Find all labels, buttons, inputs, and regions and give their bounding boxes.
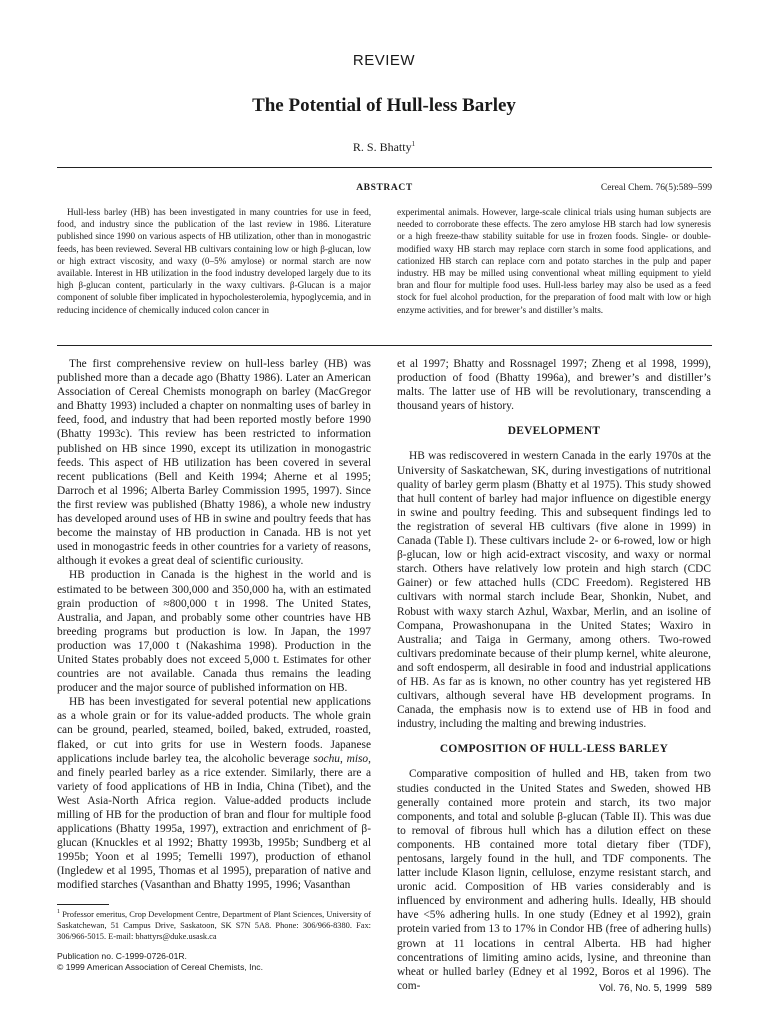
section-heading-composition: COMPOSITION OF HULL-LESS BARLEY	[439, 743, 669, 756]
abstract-label: ABSTRACT	[356, 183, 413, 193]
footnote-rule	[57, 904, 109, 905]
body-paragraph: Comparative composition of hulled and HB, taken from two studies conducted in the United States and Sweden, showed HB generally contained more protein and starch, its two major components, and total and soluble β-glucan (Table II). This was due to removal of fibrous hull which has a dilution effect on these components. HB contained more total dietary fiber (TDF), pentosans, largely found in the hull, and TDF components. The latter include Klason lignin, cellulose, enzyme resistant starch, and uronic acid. Composition of HB varies considerably and is influenced by environment and adhering hulls. Ideally, HB should have <5% adhering hulls. In one study (Edney et al 1992), grain protein varied from 13 to 17% in Condor HB (free of adhering hulls) grown at 11 locations in central Alberta. HB had higher concentrations of limiting amino acids, lysine, and threonine than wheat or hulled barley (Edney et al 1992, Boros et al 1996). The com-	[397, 768, 711, 992]
abstract-column-left	[57, 206, 371, 316]
body-paragraph: HB was rediscovered in western Canada in the early 1970s at the University of Saskatchewan, SK, during investigations of nutritional quality of barley germ plasm (Bhatty et al 1975). This study showed that hull content of barley had major influence on digestible energy in swine and poultry feeding. This and subsequent findings led to the registration of several HB cultivars (five alone in 1999) in Canada (Table I). These cultivars include 2- or 6-rowed, low or high β-glucan, low or high acid-extract viscosity, and waxy or normal starch. Others have relatively low protein and high starch (CDC Gainer) or few attached hulls (CDC Freedom). Registered HB cultivars with normal starch include Bear, Shonkin, Nubet, and Robust with waxy starch Azhul, Waxbar, Merlin, and an isoline of Compana, Prowashonupana in the United States; Waxiro in Australia; and Taiga in Germany, among others. Two-rowed cultivars predominate because of their plump kernel, white aleurone, and soft endosperm, all desirable in food and industrial applications of HB. As far as is known, no other country has yet registered HB cultivars, although several have HB development programs. In Canada, the emphasis now is to extend use of HB in food and industry, including the malting and brewing industries.	[397, 450, 711, 731]
term-miso: miso	[346, 752, 369, 765]
footnote-mark: 1	[57, 909, 60, 915]
body-column-left	[57, 357, 371, 893]
journal-citation: Cereal Chem. 76(5):589–599	[600, 183, 712, 193]
section-heading-development: DEVELOPMENT	[507, 425, 601, 438]
abstract-column-right	[397, 206, 711, 316]
author-line	[0, 140, 768, 155]
body-paragraph: HB has been investigated for several potential new applications as a whole grain or for its value-added products. The whole grain can be ground, pearled, steamed, boiled, baked, extruded, roasted, flaked, or cut into grits for use in Western foods. Japanese applications include barley tea, the alcoholic beverage sochu, miso, and finely pearled barley as a rice extender. Similarly, there are a variety of food applications of HB in India, China (Tibet), and the West Asia-North Africa region. Value-added products include milling of HB for the production of bran and flour for multiple food applications (Bhatty 1995a, 1997), extraction and enrichment of β-glucan (Knuckles et al 1992; Bhatty 1993b, 1995b; Sundberg et al 1995b; Yoon et al 1995; Temelli 1997), production of ethanol (Ingledew et al 1995, Thomas et al 1995), preparation of native and modified starches (Vasanthan and Bhatty 1995, 1996; Vasanthan	[57, 696, 371, 892]
body-paragraph: The first comprehensive review on hull-less barley (HB) was published more than a decade ago (Bhatty 1986). Later an American Association of Cereal Chemists monograph on barley (MacGregor and Bhatty 1993) included a chapter on nonmalting uses of barley in feed, food, and industry that had been reported mostly before 1990 (Bhatty 1993c). This review has been restricted to information published on HB since 1990, except its utilization in monogastric feeds. This aspect of HB utilization has been covered in several recent publications (Bell and Keith 1994; Aherne et al 1995; Darroch et al 1996; Alberta Barley Commission 1995, 1997). Since the first review was published (Bhatty 1986), a whole new industry has developed around uses of HB in swine and poultry feeds that has become the mainstay of HB production in Canada. HB is not yet used in monogastric feeds in other countries for a variety of reasons, although it evokes a great deal of scientific curiousity.	[57, 358, 371, 568]
author-name: R. S. Bhatty	[352, 140, 412, 154]
publication-number: Publication no. C-1999-0726-01R.	[57, 951, 187, 961]
body-paragraph: HB production in Canada is the highest in the world and is estimated to be between 300,000 and 350,000 ha, with an estimated grain production of ≈800,000 t in 1998. The United States, Australia, and Japan, and probably some other countries have HB breeding programs but production is low. In Japan, the 1997 production was 17,000 t (Nakashima 1998). Production in the United States probably does not exceed 5,000 t. Estimates for other countries are not available. Canada thus remains the leading producer and the major source of published information on HB.	[57, 569, 371, 695]
top-rule	[57, 167, 712, 168]
abstract-header	[57, 183, 712, 197]
footnote-text: Professor emeritus, Crop Development Centre, Department of Plant Sciences, University of Saskatchewan, 51 Campus Drive, Saskatoon, SK S7N 5A8. Phone: 306/966-8380. Fax: 306/966-5015. E-mail: bhattyrs@duke.usask.ca	[57, 909, 371, 941]
body-paragraph: et al 1997; Bhatty and Rossnagel 1997; Zheng et al 1998, 1999), production of food (Bhatty 1996a), and brewer’s and distiller’s malts. The latter use of HB will be revolutionary, transcending a thousand years of history.	[397, 358, 711, 413]
author-footnote	[57, 907, 371, 942]
copyright-notice: © 1999 American Association of Cereal Chemists, Inc.	[57, 962, 263, 972]
page-footer: Vol. 76, No. 5, 1999 589	[599, 983, 712, 994]
publication-info	[57, 951, 371, 973]
author-footnote-mark: 1	[411, 140, 416, 148]
body-column-right	[397, 357, 711, 993]
article-title: The Potential of Hull-less Barley	[252, 95, 516, 116]
abstract-text-right: experimental animals. However, large-scale clinical trials using human subjects are needed to corroborate these effects. The zero amylose HB starch had low syneresis or a high freeze-thaw stability suitable for use in frozen foods. Single- or double-modified waxy HB starch may replace corn starch in some food applications, and cationized HB starch can replace corn and potato starches in the pulp and paper industry. HB may be milled using conventional wheat milling equipment to yield bran and flour for multiple food uses. Hull-less barley may also be used as a feed stock for fuel alcohol production, for the preparation of food malt with low or high enzyme activities, and for brewer’s and distiller’s malts.	[397, 207, 711, 315]
section-label: REVIEW	[352, 52, 416, 69]
abstract-bottom-rule	[57, 345, 712, 346]
abstract-text-left: Hull-less barley (HB) has been investigated in many countries for use in feed, food, and industry since the publication of the last review in 1986. Literature published since 1990 on various aspects of HB utilization, other than in monogastric feeds, has been reviewed. Several HB cultivars containing low or high β-glucan, low or high extract viscosity, and waxy (0–5% amylose) or normal starch are now available. Interest in HB utilization in the food industry developed largely due to its high β-glucan content, particularly in the waxy cultivars. β-Glucan is a major component of soluble fiber implicated in hypocholesterolemia, hypoglycemia, and in reducing incidence of chemically induced colon cancer in	[57, 207, 371, 315]
term-sochu: sochu	[313, 752, 340, 765]
